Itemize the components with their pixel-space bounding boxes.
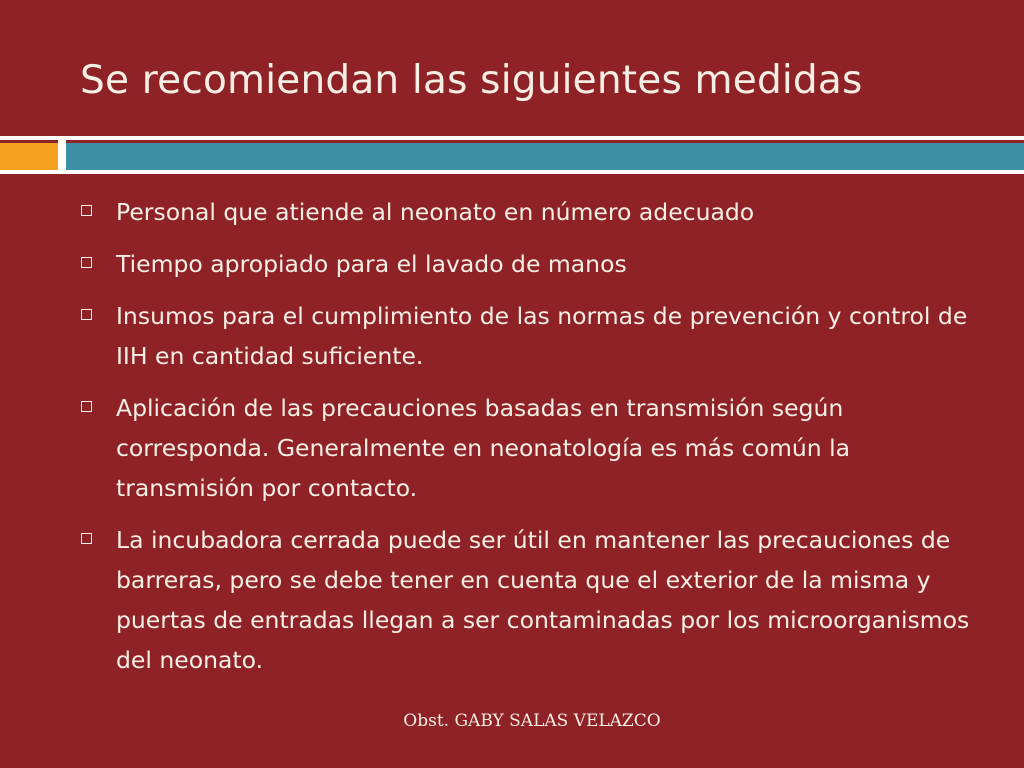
list-item (78, 244, 978, 284)
list-item (78, 192, 978, 232)
bullet-text: Personal que atiende al neonato en número adecuado (116, 198, 755, 226)
divider-line-top (0, 136, 1024, 140)
accent-bar-orange (0, 143, 58, 170)
bullet-text: Aplicación de las precauciones basadas en transmisión según corresponda. Generalmente en neonatología es más común la transmisión por contacto. (116, 394, 851, 502)
divider-gap (58, 140, 66, 174)
bullet-text: Insumos para el cumplimiento de las normas de prevención y control de IIH en cantidad suficiente. (116, 302, 968, 370)
divider-line-bottom (0, 170, 1024, 174)
hollow-square-icon (81, 309, 92, 320)
list-item (78, 388, 978, 508)
slide-footer: Obst. GABY SALAS VELAZCO (403, 711, 661, 731)
bullet-text: Tiempo apropiado para el lavado de manos (116, 250, 627, 278)
hollow-square-icon (81, 205, 92, 216)
bullet-text: La incubadora cerrada puede ser útil en mantener las precauciones de barreras, pero se debe tener en cuenta que el exterior de la misma y puertas de entradas llegan a ser contaminadas por los microorganismos del neonato. (116, 526, 970, 674)
hollow-square-icon (81, 257, 92, 268)
hollow-square-icon (81, 533, 92, 544)
bullet-list (78, 192, 978, 692)
list-item (78, 520, 978, 680)
slide-title: Se recomiendan las siguientes medidas (80, 58, 863, 103)
hollow-square-icon (81, 401, 92, 412)
list-item (78, 296, 978, 376)
accent-bar-teal (66, 143, 1024, 170)
